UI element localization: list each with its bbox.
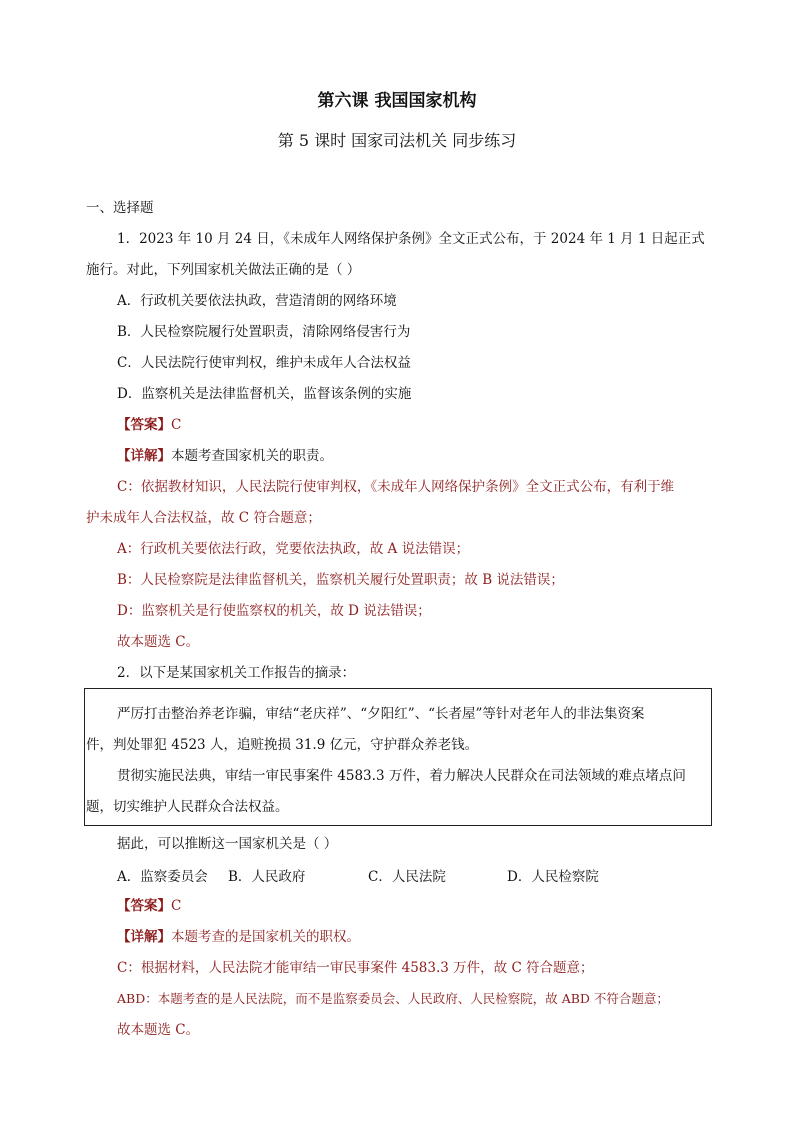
q1-detail-b: B：人民检察院是法律监督机关，监察机关履行处置职责；故 B 说法错误； <box>117 572 564 588</box>
material-p1-line1: 严厉打击整治养老诈骗，审结“老庆祥”、“夕阳红”、“长者屋”等针对老年人的非法集资案 <box>117 706 645 722</box>
q1-detail-c-line2: 护未成年人合法权益，故 C 符合题意； <box>86 510 321 526</box>
material-p2-line2: 题，切实维护人民群众合法权益。 <box>86 799 289 815</box>
detail-tag: 【详解】 <box>117 929 171 945</box>
answer-tag: 【答案】 <box>117 898 171 914</box>
q1-detail-c-line1: C：依据教材知识，人民法院行使审判权，《未成年人网络保护条例》全文正式公布，有利于维 <box>117 479 675 495</box>
q2-detail-abd: ABD：本题考查的是人民法院，而不是监察委员会、人民政府、人民检察院，故 ABD 不符合题意； <box>117 991 669 1006</box>
q2-option-a: A．监察委员会 <box>117 869 208 885</box>
q2-option-c: C．人民法院 <box>368 869 446 885</box>
q1-detail-line <box>117 446 333 466</box>
q1-option-d: D．监察机关是法律监督机关，监督该条例的实施 <box>117 386 412 402</box>
lesson-title: 第六课 我国国家机构 <box>317 91 477 111</box>
q1-stem-line1: 1．2023 年 10 月 24 日，《未成年人网络保护条例》全文正式公布，于 2024 年 1 月 1 日起正式 <box>117 231 705 247</box>
q2-option-b: B．人民政府 <box>228 869 306 885</box>
q1-detail-a: A：行政机关要依法行政，党要依法执政，故 A 说法错误； <box>117 541 470 557</box>
q2-stem: 2．以下是某国家机关工作报告的摘录： <box>117 665 356 681</box>
detail-intro: 本题考查国家机关的职责。 <box>171 448 333 464</box>
q2-detail-line <box>117 927 360 947</box>
lesson-subtitle: 第 5 课时 国家司法机关 同步练习 <box>277 131 517 150</box>
q2-answer-line <box>117 896 181 916</box>
q1-option-b: B．人民检察院履行处置职责，清除网络侵害行为 <box>117 324 411 340</box>
q2-conclusion: 故本题选 C。 <box>117 1022 200 1038</box>
q1-stem-line2: 施行。对此，下列国家机关做法正确的是（ ） <box>86 262 361 278</box>
answer-tag: 【答案】 <box>117 417 171 433</box>
q1-answer-line <box>117 415 181 435</box>
answer-value: C <box>171 898 182 914</box>
q2-option-d: D．人民检察院 <box>507 869 599 885</box>
material-p2-line1: 贯彻实施民法典，审结一审民事案件 4583.3 万件，着力解决人民群众在司法领域的难点堵点问 <box>117 768 686 784</box>
q1-conclusion: 故本题选 C。 <box>117 634 200 650</box>
detail-intro: 本题考查的是国家机关的职权。 <box>171 929 360 945</box>
q1-option-a: A．行政机关要依法执政，营造清朗的网络环境 <box>117 293 397 309</box>
material-p1-line2: 件，判处罪犯 4523 人，追赃挽损 31.9 亿元，守护群众养老钱。 <box>86 737 479 753</box>
q1-option-c: C．人民法院行使审判权，维护未成年人合法权益 <box>117 355 411 371</box>
q2-detail-c: C：根据材料，人民法院才能审结一审民事案件 4583.3 万件，故 C 符合题意； <box>117 960 594 976</box>
q2-prompt: 据此，可以推断这一国家机关是（ ） <box>117 836 338 852</box>
section-heading: 一、选择题 <box>86 200 154 216</box>
detail-tag: 【详解】 <box>117 448 171 464</box>
q1-detail-d: D：监察机关是行使监察权的机关，故 D 说法错误； <box>117 603 431 619</box>
answer-value: C <box>171 417 182 433</box>
